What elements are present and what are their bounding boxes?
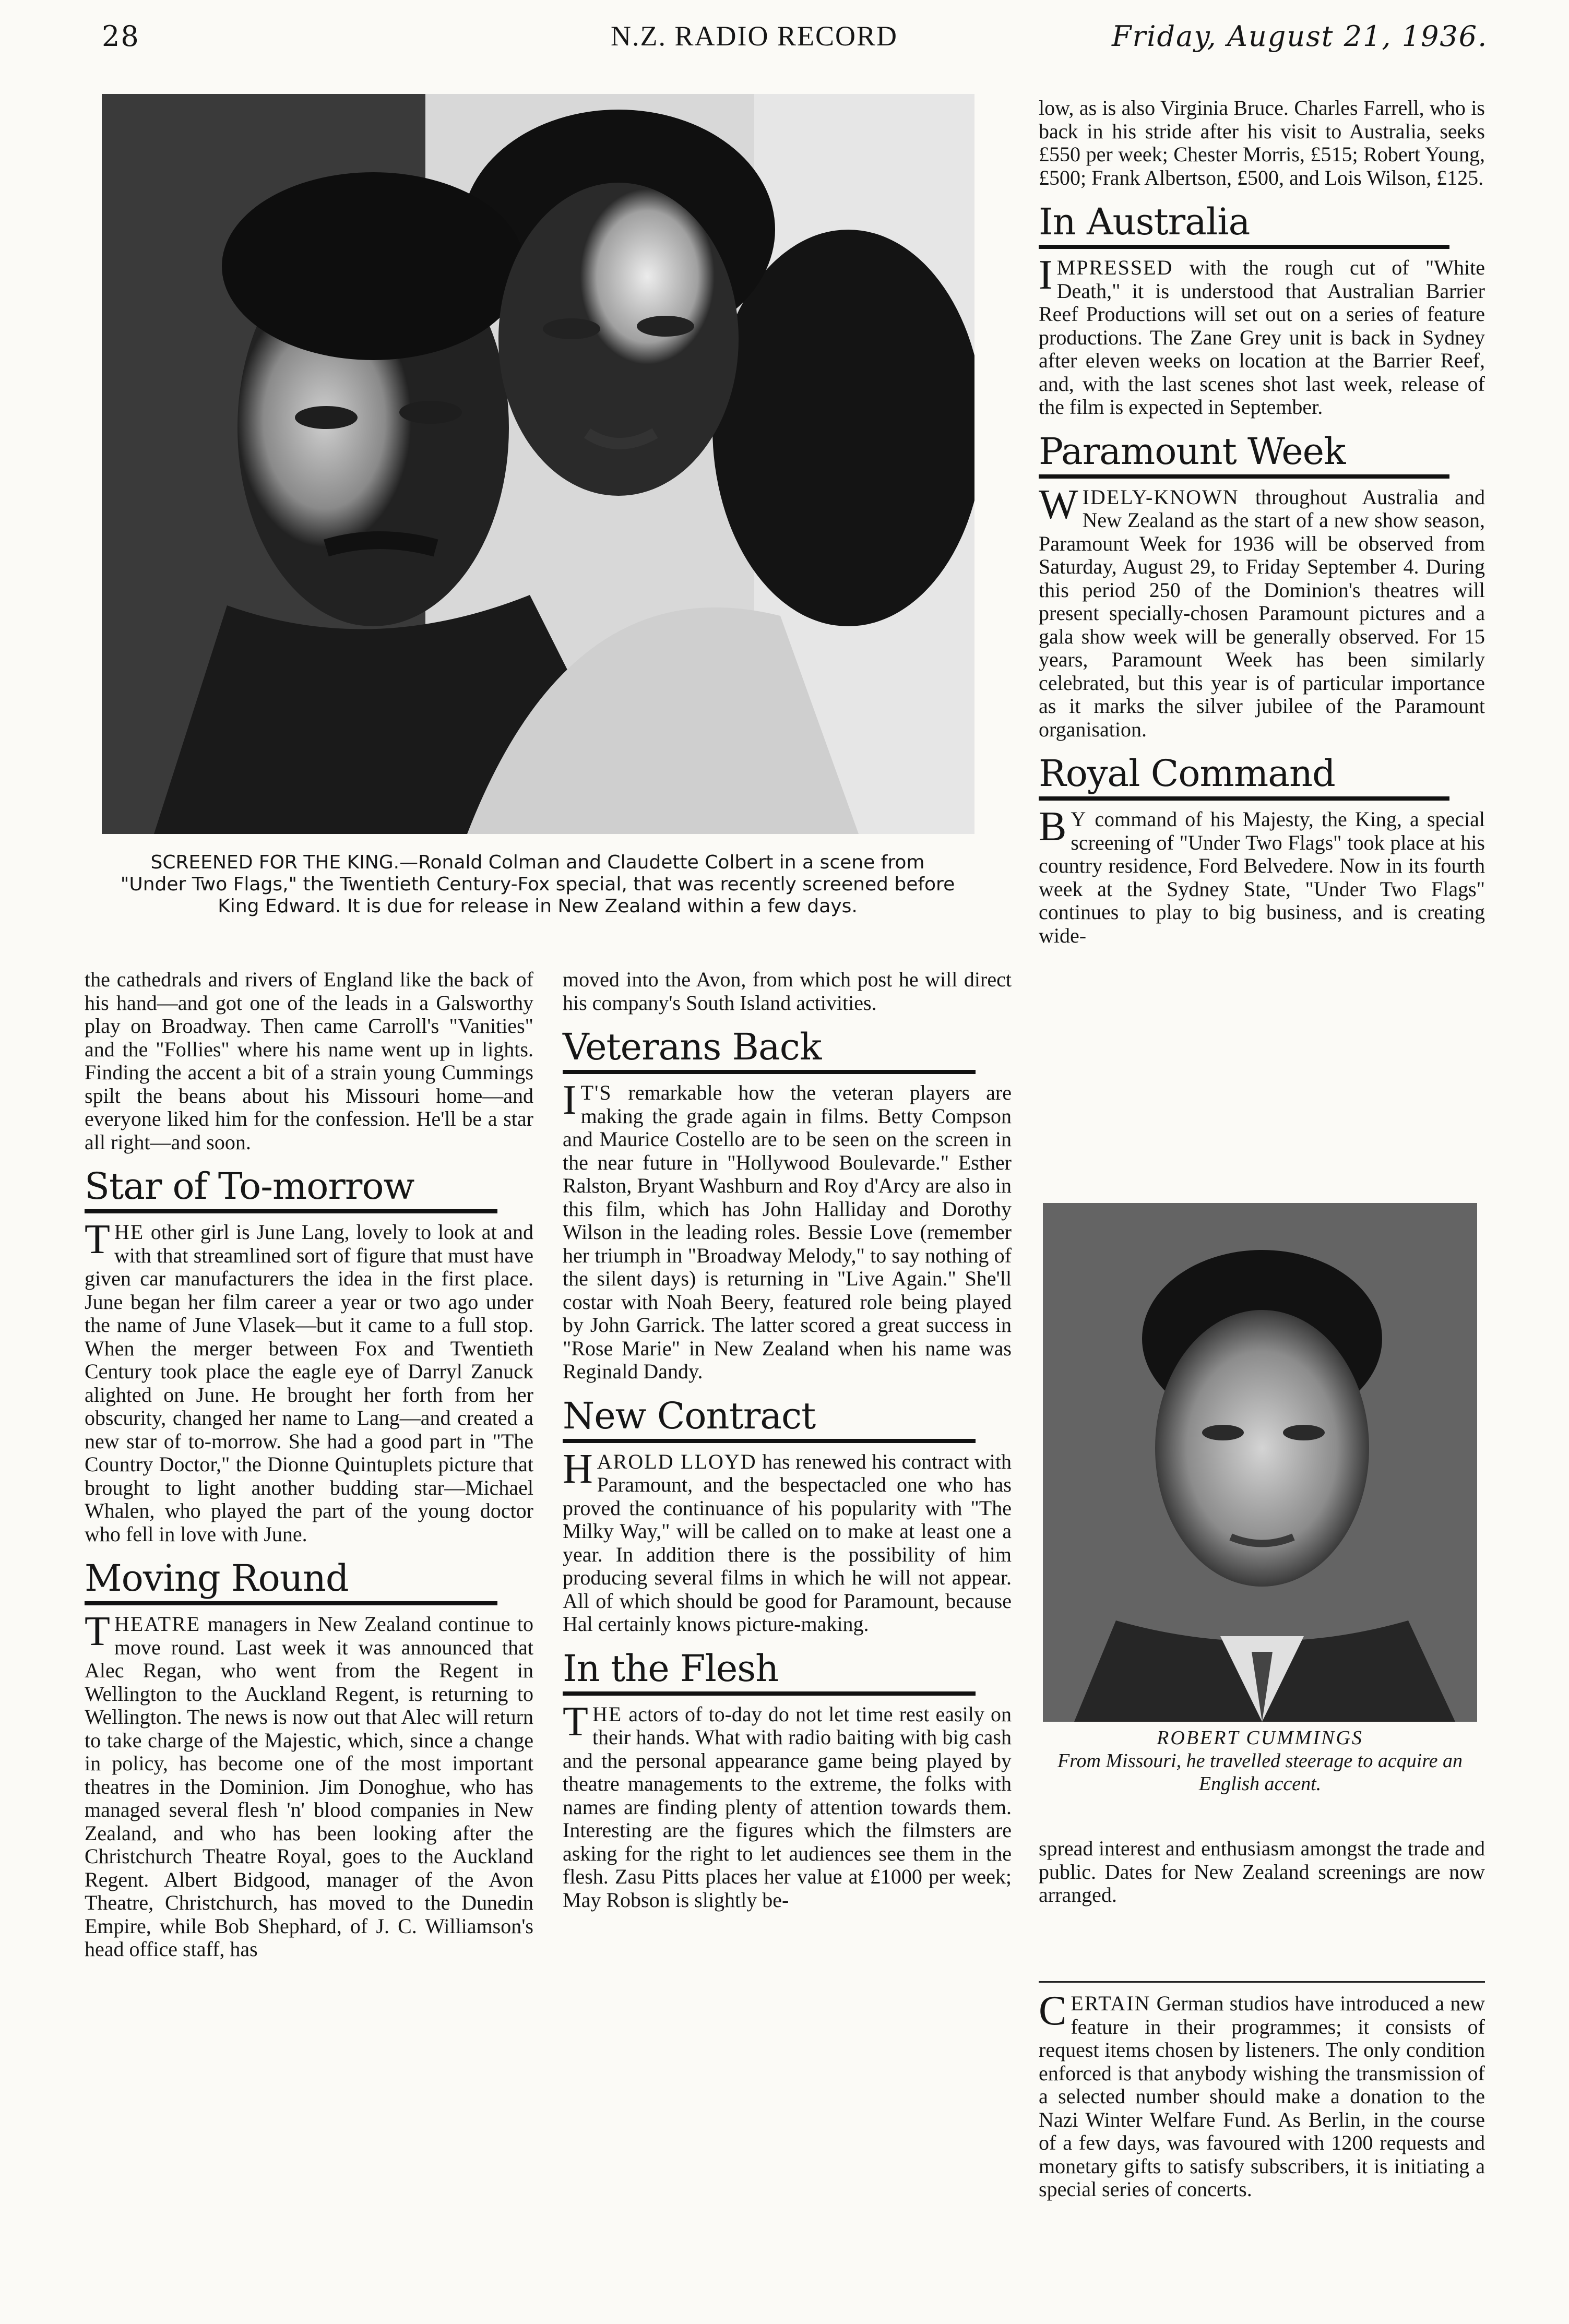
publication-title: N.Z. RADIO RECORD	[611, 20, 898, 52]
lead-words: Y	[1071, 807, 1087, 831]
drop-cap: I	[563, 1077, 577, 1123]
heading-rule	[1039, 796, 1449, 801]
heading-royal-command: Royal Command	[1039, 752, 1335, 795]
article-new-contract	[563, 1446, 1012, 1636]
caption-body: —Ronald Colman and Claudette Colbert in a scene from "Under Two Flags," the Twentieth Century-Fox special, that was recently screened before King Edward. It is due for release in New Zealand within a few days.	[120, 852, 955, 917]
article-star-of-tomorrow	[85, 1217, 534, 1546]
article-in-australia	[1039, 252, 1485, 419]
page-number: 28	[102, 20, 140, 53]
article-moving-round	[85, 1608, 533, 1961]
article-royal-command-continued: spread interest and enthusiasm amongst the trade and public. Dates for New Zealand screenings are now arranged.	[1039, 1837, 1485, 1906]
caption-name: ROBERT CUMMINGS	[1157, 1727, 1363, 1749]
article-body: with the rough cut of "White Death," it is understood that Australian Barrier Reef Productions will set out on a series of feature productions. The Zane Grey unit is back in Sydney after eleven weeks on location at the Barrier Reef, and, with the last scenes shot last week, release of the film is expected in September.	[1039, 256, 1485, 419]
article-royal-command	[1039, 804, 1485, 947]
article-german-studios	[1039, 1988, 1485, 2201]
heading-paramount-week: Paramount Week	[1039, 430, 1346, 473]
lead-words: HE	[114, 1220, 145, 1244]
section-divider	[1039, 1981, 1485, 1983]
heading-rule	[1039, 245, 1449, 249]
article-body: managers in New Zealand continue to move round. Last week it was announced that Alec Regan, who went from the Regent in Wellington to the Auckland Regent, is returning to Wellington. The news is now out that Alec will return to take charge of the Majestic, which, since a change in policy, has become one of the most important theatres in the Dominion. Jim Donoghue, who has managed several flesh 'n' blood companies in New Zealand, and who has been looking after the Christchurch Theatre Royal, goes to the Auckland Regent. Albert Bidgood, manager of the Avon Theatre, Christchurch, has moved to the Dunedin Empire, while Bob Shephard, of J. C. Williamson's head office staff, has	[85, 1612, 533, 1961]
heading-in-australia: In Australia	[1039, 200, 1250, 243]
caption-text: From Missouri, he travelled steerage to acquire an English accent.	[1057, 1750, 1463, 1795]
caption-lead: SCREENED FOR THE KING.	[150, 852, 400, 873]
article-veterans-back	[563, 1077, 1012, 1384]
article-body: German studios have introduced a new feature in their programmes; it consists of request items chosen by listeners. The only condition enforced is that anybody wishing the transmission of a selected number should make a donation to the Nazi Winter Welfare Fund. As Berlin, in the course of a few days, was favoured with 1200 requests and monetary gifts to satisfy subscribers, it is initiating a special series of concerts.	[1039, 1992, 1485, 2201]
heading-rule	[563, 1439, 976, 1443]
article-in-the-flesh	[563, 1698, 1012, 1912]
article-body: command of his Majesty, the King, a special screening of "Under Two Flags" took place at his country residence, Ford Belvedere. Now in its fourth week at the Sydney State, "Under Two Flags" continues to play to big business, and is creating wide-	[1039, 807, 1485, 947]
photo-robert-cummings	[1043, 1203, 1477, 1722]
heading-rule	[85, 1209, 497, 1213]
heading-rule	[563, 1691, 976, 1696]
column-2	[563, 968, 1012, 1915]
lead-words: AROLD LLOYD	[597, 1449, 757, 1473]
heading-rule	[1039, 474, 1449, 479]
drop-cap: C	[1039, 1988, 1067, 2034]
column-3-bottom	[1039, 1973, 1485, 2204]
drop-cap: T	[563, 1698, 588, 1745]
drop-cap: T	[85, 1217, 110, 1262]
issue-date: Friday, August 21, 1936.	[1112, 20, 1488, 53]
drop-cap: T	[85, 1608, 110, 1654]
drop-cap: H	[563, 1446, 593, 1492]
lead-words: HEATRE	[114, 1612, 201, 1636]
drop-cap: W	[1039, 481, 1078, 528]
heading-veterans-back: Veterans Back	[563, 1026, 822, 1068]
photo-caption-right	[1043, 1726, 1477, 1795]
article-body: remarkable how the veteran players are making the grade again in films. Betty Compson and Maurice Costello are to be seen on the screen in the near future in "Hollywood Boulevarde." Esther Ralston, Bryant Washburn and Roy d'Arcy are also in this film, which has John Halliday and Dorothy Wilson in the leading roles. Bessie Love (remember her triumph in "Broadway Melody," to say nothing of the silent days) is returning in "Live Again." She'll costar with Noah Beery, featured role being played by John Garrick. The latter scored a great success in "Rose Marie" in New Zealand when his name was Reginald Dandy.	[563, 1081, 1012, 1383]
article-body: throughout Australia and New Zealand as the start of a new show season, Paramount Week for 1936 will be observed from Saturday, August 29, to Friday September 4. During this period 250 of the Dominion's theatres will present specially-chosen Paramount pictures and a gala show week will be generally observed. For 15 years, Paramount Week has been similarly celebrated, but this year is of particular importance as it marks the silver jubilee of the Paramount organisation.	[1039, 485, 1485, 741]
article-body: actors of to-day do not let time rest easily on their hands. What with radio baiting with big cash and the personal appearance game being played by theatre managements to the extreme, the folks with names are finding plenty of attention towards them. Interesting are the figures which the filmsters are asking for the right to let audiences see them in the flesh. Zasu Pitts places her value at £1000 per week; May Robson is slightly be-	[563, 1702, 1012, 1912]
photo-colman-colbert	[102, 94, 974, 834]
lead-words: HE	[592, 1702, 623, 1726]
drop-cap: B	[1039, 804, 1067, 850]
article-continuation-avon: moved into the Avon, from which post he will direct his company's South Island activities.	[563, 968, 1012, 1015]
heading-new-contract: New Contract	[563, 1394, 816, 1437]
lead-words: T'S	[580, 1081, 612, 1104]
photo-caption-top	[120, 852, 955, 917]
article-continuation-cummings: the cathedrals and rivers of England like the back of his hand—and got one of the leads in a Galsworthy play on Broadway. Then came Carroll's "Vanities" and the "Follies" where his name went up in lights. Finding the accent a bit of a strain young Cummings spilt the beans about his Missouri home—and everyone liked him for the confession. He'll be a star all right—and soon.	[85, 968, 533, 1154]
lead-words: MPRESSED	[1056, 256, 1173, 279]
heading-rule	[85, 1601, 497, 1605]
column-1	[85, 968, 533, 1964]
photo-colman-colbert-image	[102, 94, 974, 834]
column-3-continued	[1039, 1837, 1485, 1910]
article-paramount-week	[1039, 481, 1485, 742]
heading-in-the-flesh: In the Flesh	[563, 1647, 779, 1690]
heading-moving-round: Moving Round	[85, 1557, 349, 1600]
heading-star-of-tomorrow: Star of To-morrow	[85, 1165, 414, 1208]
lead-words: ERTAIN	[1071, 1992, 1151, 2015]
column-3	[1039, 97, 1485, 950]
photo-robert-cummings-image	[1043, 1203, 1477, 1722]
drop-cap: I	[1039, 252, 1053, 298]
article-body: has renewed his contract with Paramount, and the bespectacled one who has proved the continuance of his popularity with "The Milky Way," will be called on to make at least one a year. In addition there is the possibility of him producing several films in which he will not appear. All of which should be good for Paramount, because Hal certainly knows picture-making.	[563, 1449, 1012, 1636]
lead-words: IDELY-KNOWN	[1082, 485, 1239, 509]
heading-rule	[563, 1070, 976, 1074]
article-continuation-salaries: low, as is also Virginia Bruce. Charles Farrell, who is back in his stride after his visit to Australia, seeks £550 per week; Chester Morris, £515; Robert Young, £500; Frank Albertson, £500, and Lois Wilson, £125.	[1039, 96, 1485, 189]
article-body: other girl is June Lang, lovely to look at and with that streamlined sort of figure that must have given car manufacturers the idea in the first place. June began her film career a year or two ago under the name of June Vlasek—but it came to a full stop. When the merger between Fox and Twentieth Century took place the eagle eye of Darryl Zanuck alighted on June. He brought her forth from her obscurity, changed her name to Lang—and created a new star of to-morrow. She had a good part in "The Country Doctor," the Dionne Quintuplets picture that brought to light another budding star—Michael Whalen, who played the part of the young doctor who fell in love with June.	[85, 1220, 534, 1546]
